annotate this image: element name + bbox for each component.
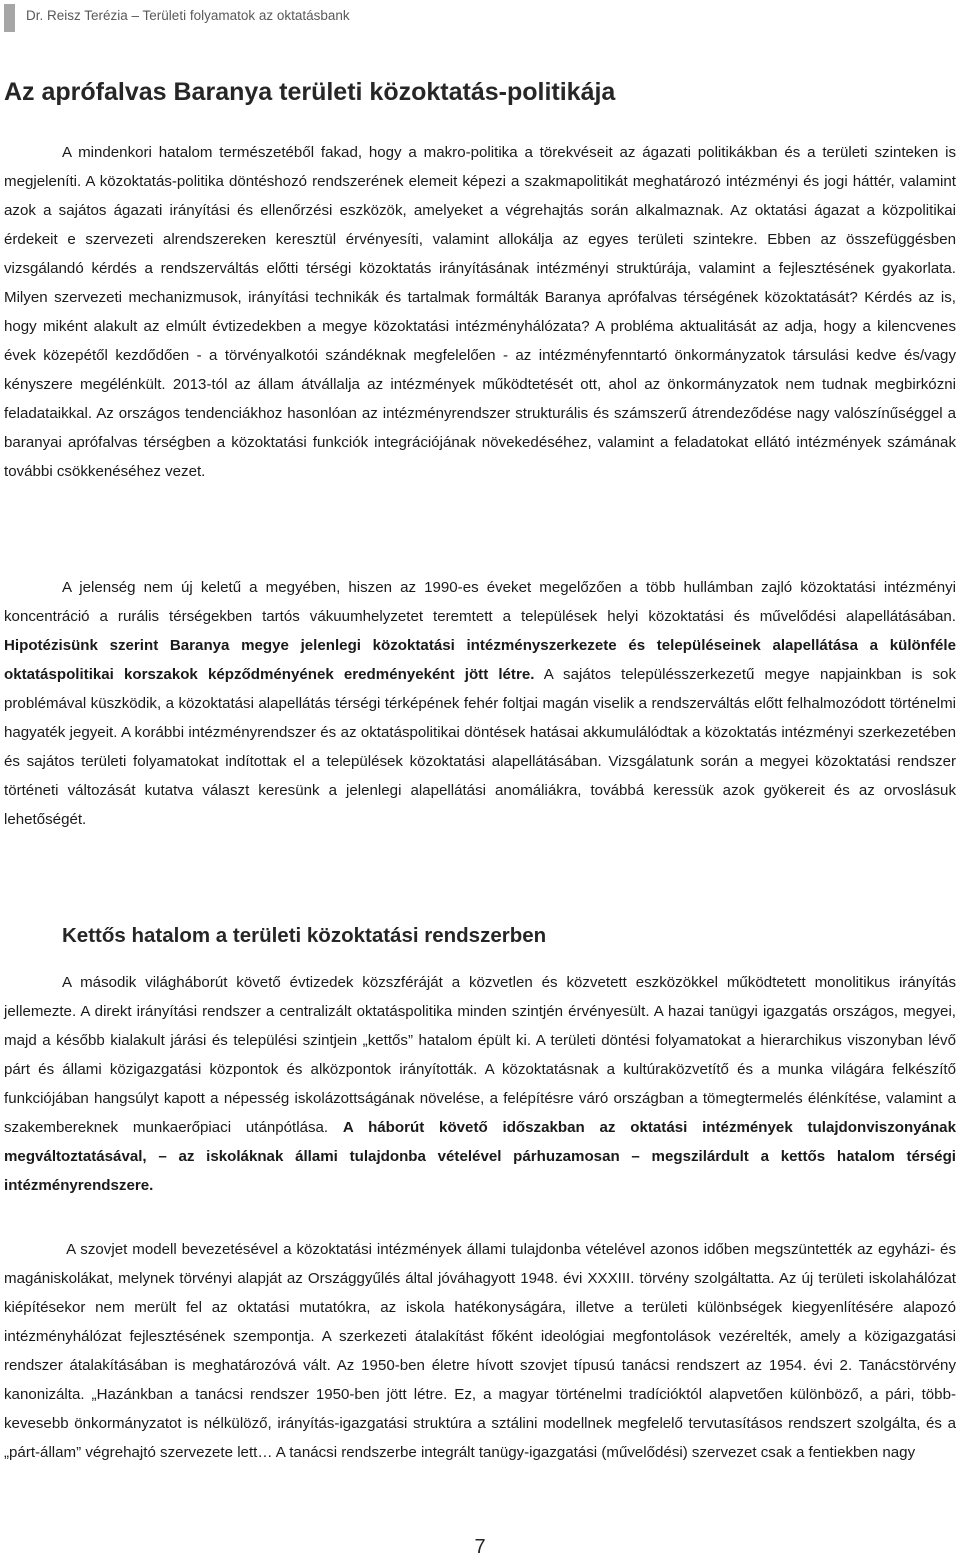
paragraph-soviet-model-text: A szovjet modell bevezetésével a közoktatási intézmények állami tulajdonba vételével azonos időben megszüntették az egyházi- és magániskolákat, melynek törvényi alapját az Országgyűlés által jóváhagyott 1948. évi XXXIII. törvény szolgáltatta. Az új területi iskolahálózat kiépítésekor nem merült fel az oktatási mutatókra, az iskola hatékonyságára, illetve a területi különbségek kiegyenlítésére alapozó intézményhálózat fejlesztésének szempontja. A szerkezeti átalakítást főként ideológiai megfontolások vezérelték, amely a közigazgatási rendszer átalakításában is meghatározóvá vált. Az 1950-ben életre hívott szovjet típusú tanácsi rendszert az 1954. évi 2. Tanácstörvény kanonizálta. „Hazánkban a tanácsi rendszer 1950-ben jött létre. Ez, a magyar történelmi tradícióktól alapvetően különböző, a pári, több-kevesebb önkormányzatot is nélkülöző, irányítás-igazgatási struktúra a sztálini modellnek megfelelő tervutasításos rendszert szolgálta, és a „párt-állam” végrehajtó szervezete lett… A tanácsi rendszerbe integrált tanügy-igazgatási (művelődési) szervezet csak a fentiekben nagy bbox=[4, 1241, 956, 1461]
paragraph-postwar-text: A második világháborút követő évtizedek közszféráját a közvetlen és közvetett eszközökkel működtetett monolitikus irányítás jellemezte. A direkt irányítási rendszer a centralizált oktatáspolitika minden szintjén érvényesült. A hazai tanügyi igazgatás országos, megyei, majd a később kialakult járási és települési szintjein „kettős” hatalom épült ki. A területi döntési folyamatokat a hierarchikus viszonyban lévő párt és állami közigazgatási központok és alközpontok irányították. A közoktatásnak a kultúraközvetítő és a munka világára felkészítő funkciójában hangsúlyt kapott a népesség iskolázottságának növelése, a felépítésre váró országban a tömegtermelés élénkítése, valamint a szakembereknek munkaerőpiaci utánpótlása. bbox=[4, 974, 956, 1136]
section-title: Az aprófalvas Baranya területi közoktatás-politikája bbox=[4, 78, 616, 106]
paragraph-postwar bbox=[4, 968, 956, 1200]
page-number: 7 bbox=[474, 1536, 486, 1558]
header-accent-bar bbox=[4, 4, 15, 32]
paragraph-intro bbox=[4, 138, 956, 486]
running-header-text: Dr. Reisz Terézia – Területi folyamatok az oktatásbank bbox=[26, 8, 350, 23]
paragraph-intro-text: A mindenkori hatalom természetéből fakad, hogy a makro-politika a törekvéseit az ágazati politikákban és a területi szinteken is megjeleníti. A közoktatás-politika döntéshozó rendszerének elemeit képezi a szakmapolitikát meghatározó intézményi és jogi háttér, valamint azok a sajátos ágazati irányítási és ellenőrzési eszközök, amelyeket a végrehajtás során alkalmaznak. Az oktatási ágazat a közpolitikai érdekeit e szervezeti alrendszereken keresztül érvényesíti, valamint allokálja az egyes területi szintekre. Ebben az összefüggésben vizsgálandó kérdés a rendszerváltás előtti térségi közoktatás irányításának intézményi struktúrája, valamint a fejlesztésének gyakorlata. Milyen szervezeti mechanizmusok, irányítási technikák és tartalmak formálták Baranya aprófalvas térségének közoktatását? Kérdés az is, hogy miként alakult az elmúlt évtizedekben a megye közoktatási intézményhálózata? A probléma aktualitását az adja, hogy a kilencvenes évek közepétől kezdődően - a törvényalkotói szándéknak megfelelően - az intézményfenntartó önkormányzatok társulási kedve és/vagy kényszere megélénkült. 2013-tól az állam átvállalja az intézmények működtetését ott, ahol az önkormányzatok nem tudnak megbirkózni feladataikkal. Az országos tendenciákhoz hasonlóan az intézményrendszer strukturális és számszerű átrendeződése nagy valószínűséggel a baranyai aprófalvas térségben a közoktatási funkciók integrációjának növekedéséhez, valamint a feladatokat ellátó intézmények számának további csökkenéséhez vezet. bbox=[4, 144, 956, 480]
running-header bbox=[4, 4, 956, 32]
hypothesis-bold-text: Hipotézisünk szerint Baranya megye jelenlegi közoktatási intézményszerkezete és településeinek alapellátása a különféle oktatáspolitikai korszakok képződményének eredményeként jött létre. bbox=[4, 637, 956, 683]
paragraph-hypothesis-text-b: A sajátos településszerkezetű megye napjainkban is sok problémával küszködik, a közoktatási alapellátás térségi térképének fehér foltjai magán viselik a rendszerváltás előtt felhalmozódott történelmi hagyaték jegyeit. A korábbi intézményrendszer és az oktatáspolitikai döntések hatásai akkumulálódtak a közoktatás intézményi szerkezetében és sajátos területi folyamatokat indítottak el a települések közoktatási alapellátásában. Vizsgálatunk során a megyei közoktatási rendszer történeti változását kutatva választ keresünk a jelenlegi alapellátási anomáliákra, továbbá keressük azok gyökereit és az orvoslásuk lehetőségét. bbox=[4, 666, 956, 828]
paragraph-soviet-model bbox=[4, 1235, 956, 1467]
paragraph-hypothesis bbox=[4, 573, 956, 834]
paragraph-hypothesis-text-a: A jelenség nem új keletű a megyében, hiszen az 1990-es éveket megelőzően a több hullámban zajló közoktatási intézményi koncentráció a rurális térségekben tartós vákuumhelyzetet teremtett a települések helyi közoktatási és művelődési alapellátásában. bbox=[4, 579, 956, 625]
postwar-bold-text: A háborút követő időszakban az oktatási intézmények tulajdonviszonyának megváltoztatásával, – az iskoláknak állami tulajdonba vételével párhuzamosan – megszilárdult a kettős hatalom térségi intézményrendszere. bbox=[4, 1119, 956, 1194]
subsection-title: Kettős hatalom a területi közoktatási rendszerben bbox=[62, 924, 547, 947]
